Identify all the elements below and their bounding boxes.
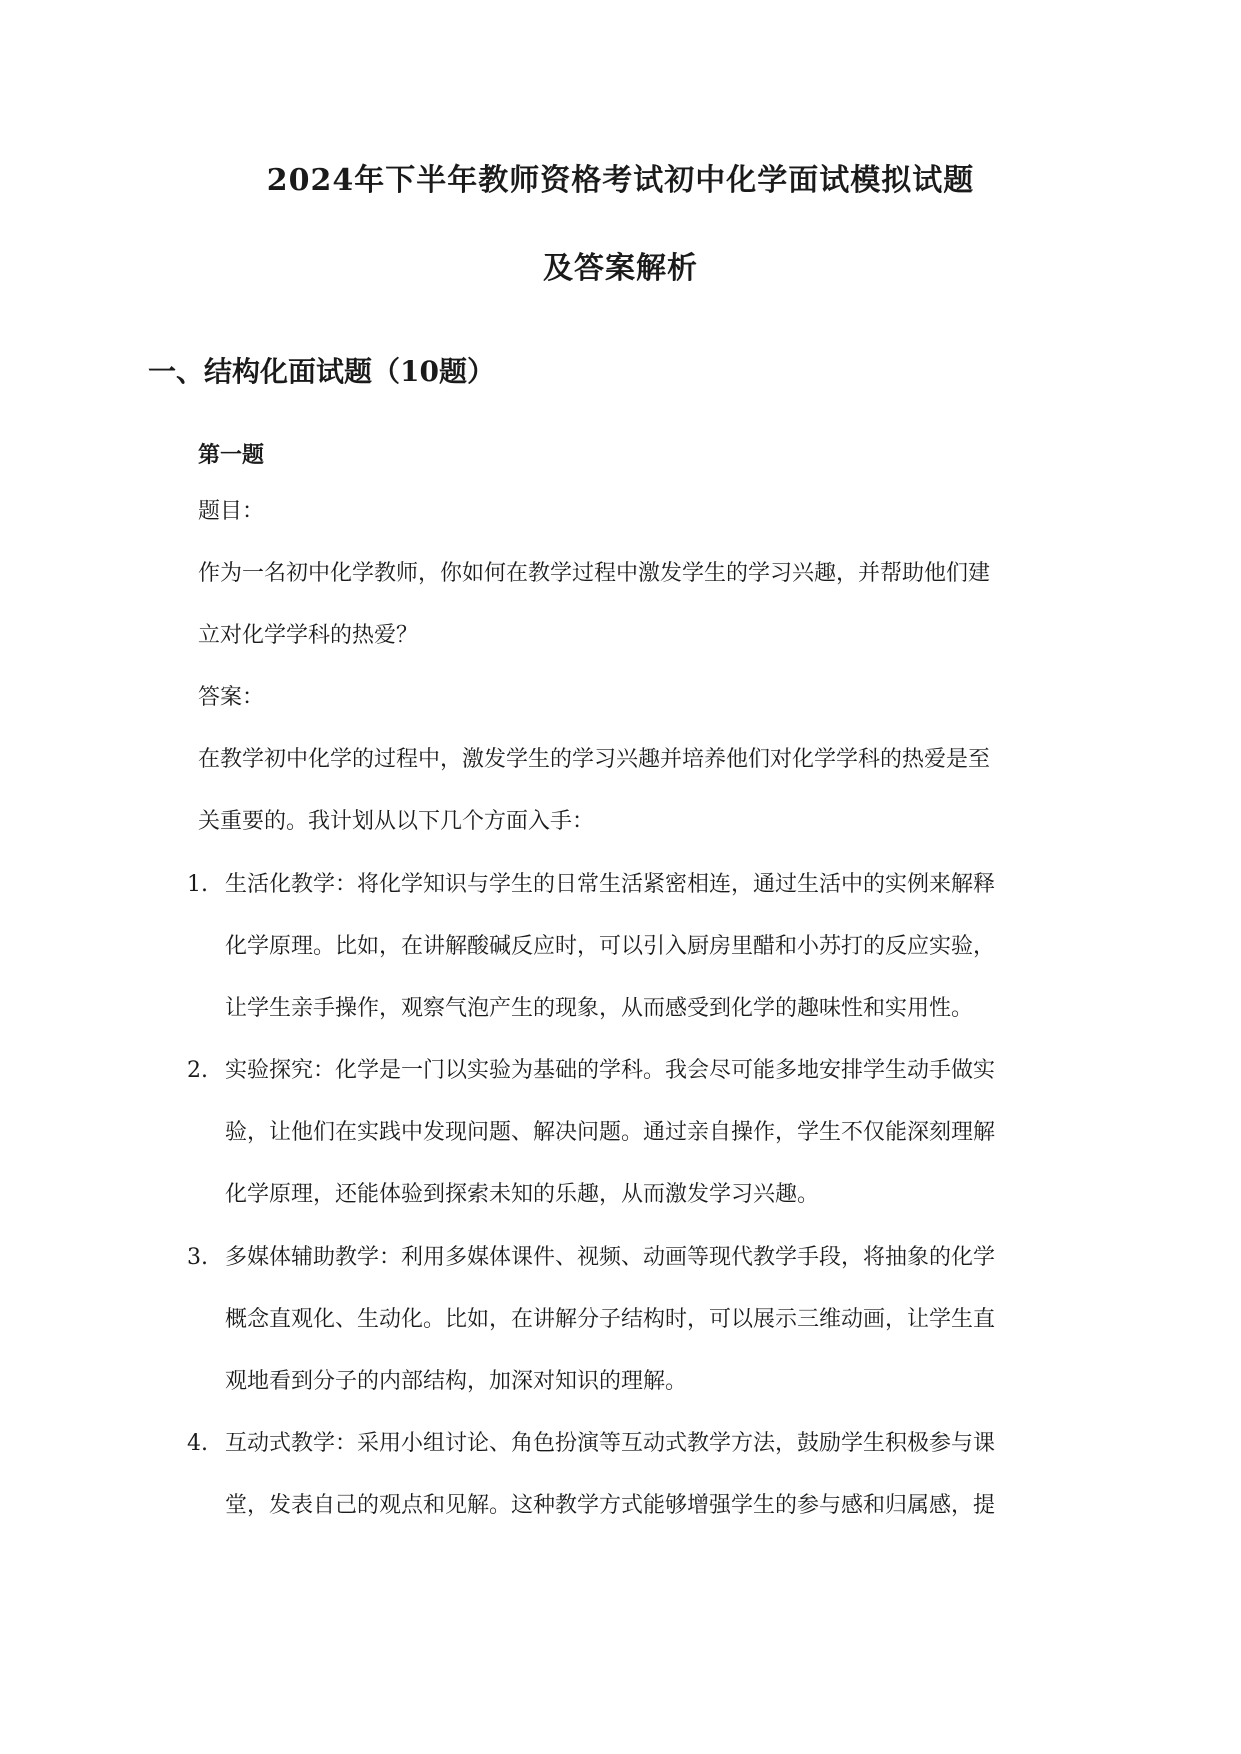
list-item-line: 实验探究：化学是一门以实验为基础的学科。我会尽可能多地安排学生动手做实 (225, 1058, 996, 1083)
document-title: 2024年下半年教师资格考试初中化学面试模拟试题 (266, 163, 975, 198)
list-item-line: 多媒体辅助教学：利用多媒体课件、视频、动画等现代教学手段，将抽象的化学 (225, 1245, 996, 1270)
list-item-number: 1. (187, 872, 208, 897)
list-item-number: 3. (187, 1245, 208, 1270)
prompt-line: 立对化学学科的热爱？ (198, 623, 419, 648)
answer-intro-line: 关重要的。我计划从以下几个方面入手： (198, 809, 595, 834)
question-heading: 第一题 (198, 442, 265, 468)
list-item-line: 验，让他们在实践中发现问题、解决问题。通过亲自操作，学生不仅能深刻理解 (225, 1120, 996, 1145)
answer-label: 答案： (198, 685, 265, 710)
list-item-line: 让学生亲手操作，观察气泡产生的现象，从而感受到化学的趣味性和实用性。 (225, 996, 974, 1021)
list-item-line: 生活化教学：将化学知识与学生的日常生活紧密相连，通过生活中的实例来解释 (225, 872, 996, 897)
list-item-line: 观地看到分子的内部结构，加深对知识的理解。 (225, 1369, 688, 1394)
list-item-line: 互动式教学：采用小组讨论、角色扮演等互动式教学方法，鼓励学生积极参与课 (225, 1431, 996, 1456)
section-heading: 一、结构化面试题（10题） (148, 355, 495, 388)
list-item-line: 化学原理，还能体验到探索未知的乐趣，从而激发学习兴趣。 (225, 1182, 820, 1207)
list-item-number: 4. (187, 1431, 208, 1456)
list-item-line: 概念直观化、生动化。比如，在讲解分子结构时，可以展示三维动画，让学生直 (225, 1307, 996, 1332)
document-subtitle: 及答案解析 (543, 251, 698, 286)
prompt-line: 作为一名初中化学教师，你如何在教学过程中激发学生的学习兴趣，并帮助他们建 (198, 561, 991, 586)
answer-intro-line: 在教学初中化学的过程中，激发学生的学习兴趣并培养他们对化学学科的热爱是至 (198, 747, 991, 772)
list-item-line: 化学原理。比如，在讲解酸碱反应时，可以引入厨房里醋和小苏打的反应实验， (225, 934, 996, 959)
list-item-number: 2. (187, 1058, 208, 1083)
prompt-label: 题目： (198, 499, 265, 524)
list-item-line: 堂，发表自己的观点和见解。这种教学方式能够增强学生的参与感和归属感，提 (225, 1493, 996, 1518)
